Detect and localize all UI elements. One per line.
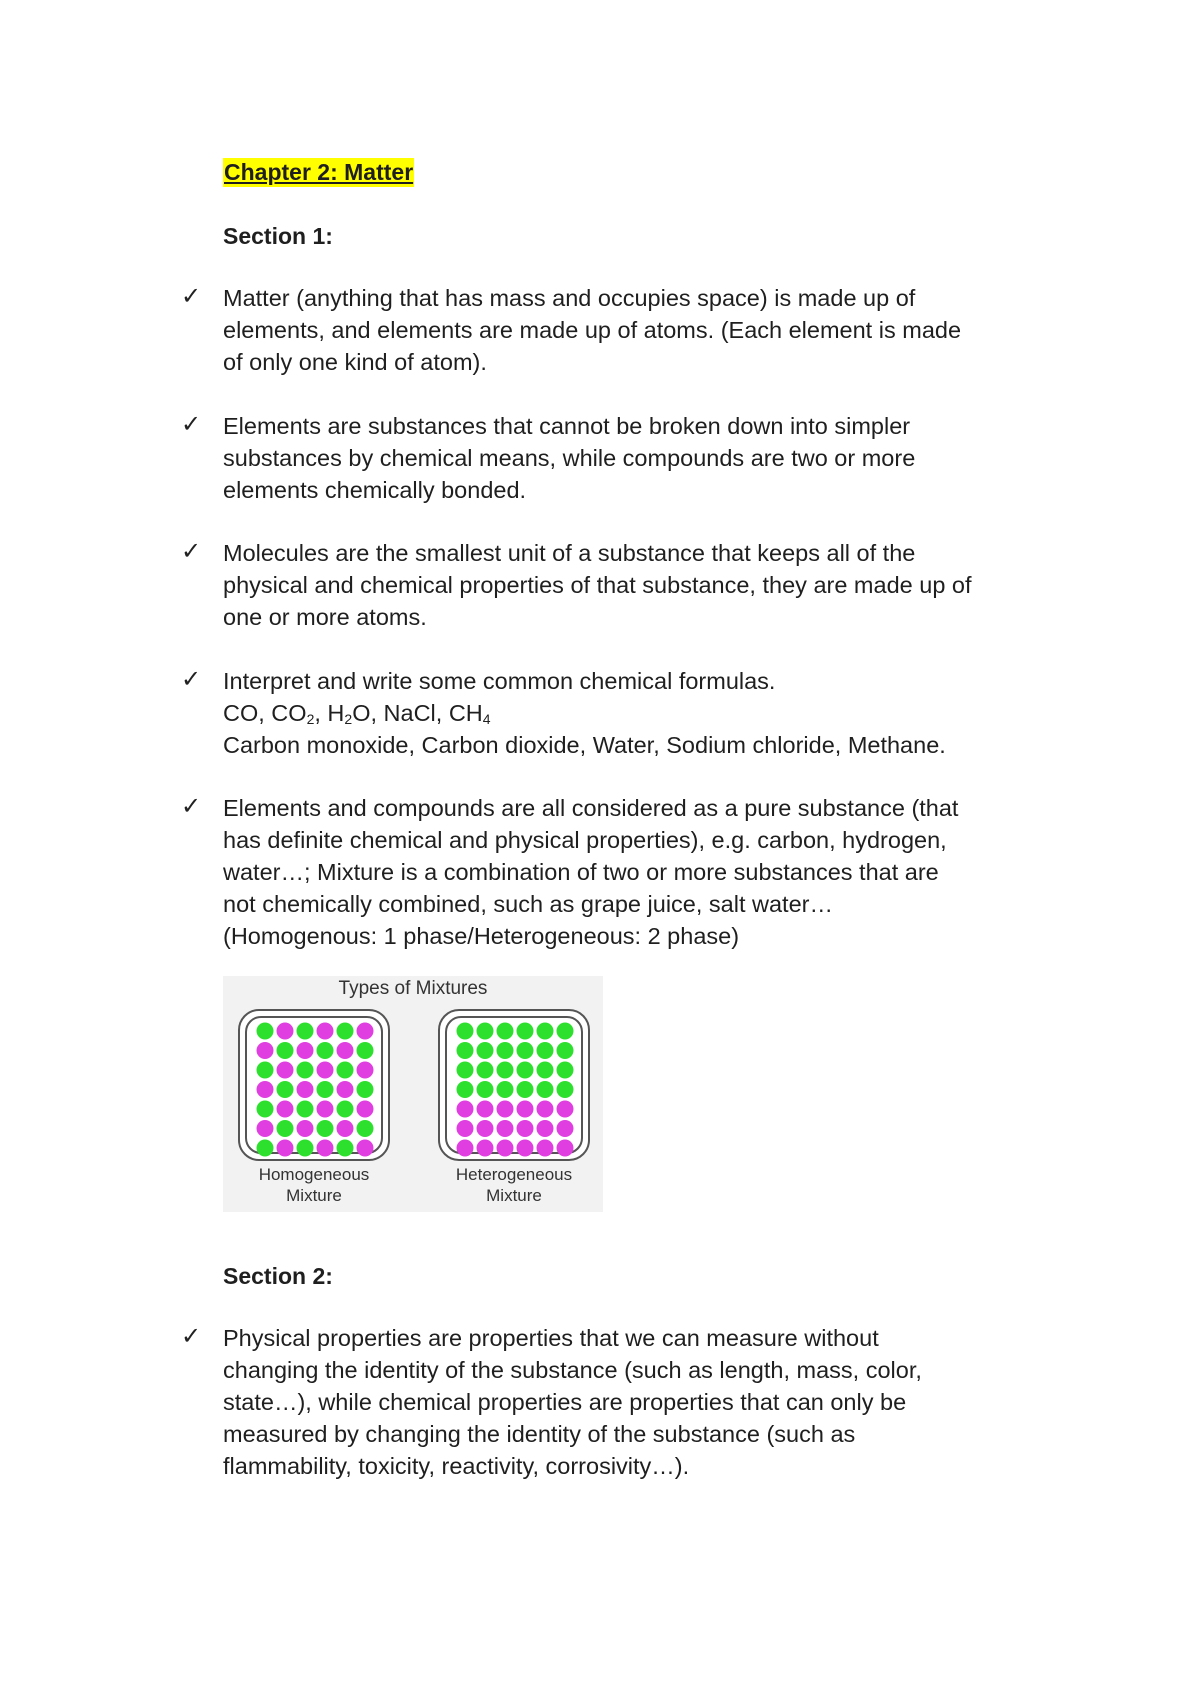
particle bbox=[277, 1062, 294, 1079]
particle bbox=[557, 1140, 574, 1157]
particle bbox=[557, 1081, 574, 1098]
particle bbox=[537, 1062, 554, 1079]
particle bbox=[317, 1120, 334, 1137]
section-1-heading: Section 1: bbox=[223, 223, 333, 249]
chapter-title: Chapter 2: Matter bbox=[224, 159, 414, 185]
particle bbox=[457, 1023, 474, 1040]
particle bbox=[497, 1081, 514, 1098]
checkmark-icon: ✓ bbox=[181, 538, 202, 565]
particle bbox=[277, 1101, 294, 1118]
particle bbox=[297, 1120, 314, 1137]
particle bbox=[277, 1140, 294, 1157]
particle bbox=[537, 1042, 554, 1059]
particle bbox=[297, 1023, 314, 1040]
particle bbox=[457, 1062, 474, 1079]
particle bbox=[477, 1042, 494, 1059]
checkmark-icon: ✓ bbox=[181, 1323, 202, 1350]
particle bbox=[317, 1023, 334, 1040]
particle bbox=[257, 1101, 274, 1118]
particle bbox=[257, 1140, 274, 1157]
particle bbox=[357, 1101, 374, 1118]
particle bbox=[497, 1042, 514, 1059]
particle bbox=[477, 1062, 494, 1079]
particle bbox=[497, 1140, 514, 1157]
particle bbox=[517, 1042, 534, 1059]
particle bbox=[317, 1042, 334, 1059]
particle bbox=[457, 1120, 474, 1137]
particle bbox=[297, 1042, 314, 1059]
particle bbox=[357, 1062, 374, 1079]
particle bbox=[457, 1101, 474, 1118]
particle bbox=[317, 1140, 334, 1157]
particle bbox=[557, 1042, 574, 1059]
particle bbox=[297, 1081, 314, 1098]
particle bbox=[357, 1042, 374, 1059]
particle bbox=[537, 1120, 554, 1137]
section-2-heading: Section 2: bbox=[223, 1263, 333, 1289]
particle bbox=[557, 1023, 574, 1040]
bullet-elements: Elements are substances that cannot be broken down into simpler substances by chemical means, while compounds are two or more elements chemically bonded. bbox=[223, 413, 916, 503]
particle bbox=[337, 1081, 354, 1098]
bullet-properties: Physical properties are properties that we can measure without changing the identity of the substance (such as length, mass, color, state…), while chemical properties are properties that can only be measured by changing the identity of the substance (such as flammability, toxicity, reactivity, corrosivity…). bbox=[223, 1325, 922, 1479]
particle bbox=[337, 1140, 354, 1157]
particle bbox=[497, 1101, 514, 1118]
checkmark-icon: ✓ bbox=[181, 283, 202, 310]
particle bbox=[317, 1062, 334, 1079]
checkmark-icon: ✓ bbox=[181, 666, 202, 693]
particle bbox=[477, 1101, 494, 1118]
particle bbox=[257, 1081, 274, 1098]
particle bbox=[257, 1023, 274, 1040]
particle bbox=[257, 1042, 274, 1059]
particle bbox=[517, 1120, 534, 1137]
particle bbox=[517, 1101, 534, 1118]
bullet-molecules: Molecules are the smallest unit of a substance that keeps all of the physical and chemical properties of that substance, they are made up of one or more atoms. bbox=[223, 540, 972, 630]
bullet-mixtures: Elements and compounds are all considered as a pure substance (that has definite chemical and physical properties), e.g. carbon, hydrogen, water…; Mixture is a combination of two or more substances that are not chemically combined, such as grape juice, salt water… (Homogenous: 1 phase/Heterogeneous: 2 phase) bbox=[223, 795, 959, 949]
particle bbox=[517, 1023, 534, 1040]
particle bbox=[537, 1140, 554, 1157]
particle bbox=[537, 1101, 554, 1118]
particle bbox=[357, 1081, 374, 1098]
particle bbox=[477, 1023, 494, 1040]
particle bbox=[537, 1081, 554, 1098]
particle bbox=[497, 1120, 514, 1137]
particle bbox=[277, 1023, 294, 1040]
particle bbox=[277, 1042, 294, 1059]
particle bbox=[357, 1120, 374, 1137]
particle bbox=[517, 1062, 534, 1079]
particle bbox=[517, 1081, 534, 1098]
particle bbox=[477, 1120, 494, 1137]
particle bbox=[337, 1062, 354, 1079]
particle bbox=[357, 1023, 374, 1040]
particle bbox=[257, 1062, 274, 1079]
formula-line: CO, $CO_2$, $H_2O$, NaCl, $CH_4$ bbox=[223, 700, 491, 727]
particle bbox=[277, 1120, 294, 1137]
particle bbox=[357, 1140, 374, 1157]
particle bbox=[557, 1101, 574, 1118]
heterogeneous-caption: Heterogeneous Mixture bbox=[455, 1165, 573, 1205]
types-of-mixtures-figure bbox=[223, 976, 603, 1212]
figure-title: Types of Mixtures bbox=[338, 978, 488, 999]
bullet-matter: Matter (anything that has mass and occupies space) is made up of elements, and elements are made up of atoms. (Each element is made of only one kind of atom). bbox=[223, 285, 962, 375]
particle bbox=[517, 1140, 534, 1157]
particle bbox=[497, 1062, 514, 1079]
particle bbox=[457, 1140, 474, 1157]
checkmark-icon: ✓ bbox=[181, 793, 202, 820]
particle bbox=[477, 1140, 494, 1157]
particle bbox=[537, 1023, 554, 1040]
particle bbox=[557, 1120, 574, 1137]
particle bbox=[277, 1081, 294, 1098]
particle bbox=[337, 1101, 354, 1118]
particle bbox=[337, 1023, 354, 1040]
homogeneous-caption: Homogeneous Mixture bbox=[258, 1165, 370, 1205]
particle bbox=[477, 1081, 494, 1098]
particle bbox=[297, 1140, 314, 1157]
particle bbox=[557, 1062, 574, 1079]
particle bbox=[257, 1120, 274, 1137]
particle bbox=[457, 1081, 474, 1098]
checkmark-icon: ✓ bbox=[181, 411, 202, 438]
particle bbox=[337, 1120, 354, 1137]
particle bbox=[297, 1062, 314, 1079]
particle bbox=[497, 1023, 514, 1040]
particle bbox=[297, 1101, 314, 1118]
particle bbox=[317, 1081, 334, 1098]
particle bbox=[457, 1042, 474, 1059]
particle bbox=[337, 1042, 354, 1059]
bullet-formulas: Interpret and write some common chemical formulas. CO, $CO_2$, $H_2O$, NaCl, $CH_4$ Carbon monoxide, Carbon dioxide, Water, Sodium chloride, Methane. bbox=[223, 665, 1043, 761]
particle bbox=[317, 1101, 334, 1118]
